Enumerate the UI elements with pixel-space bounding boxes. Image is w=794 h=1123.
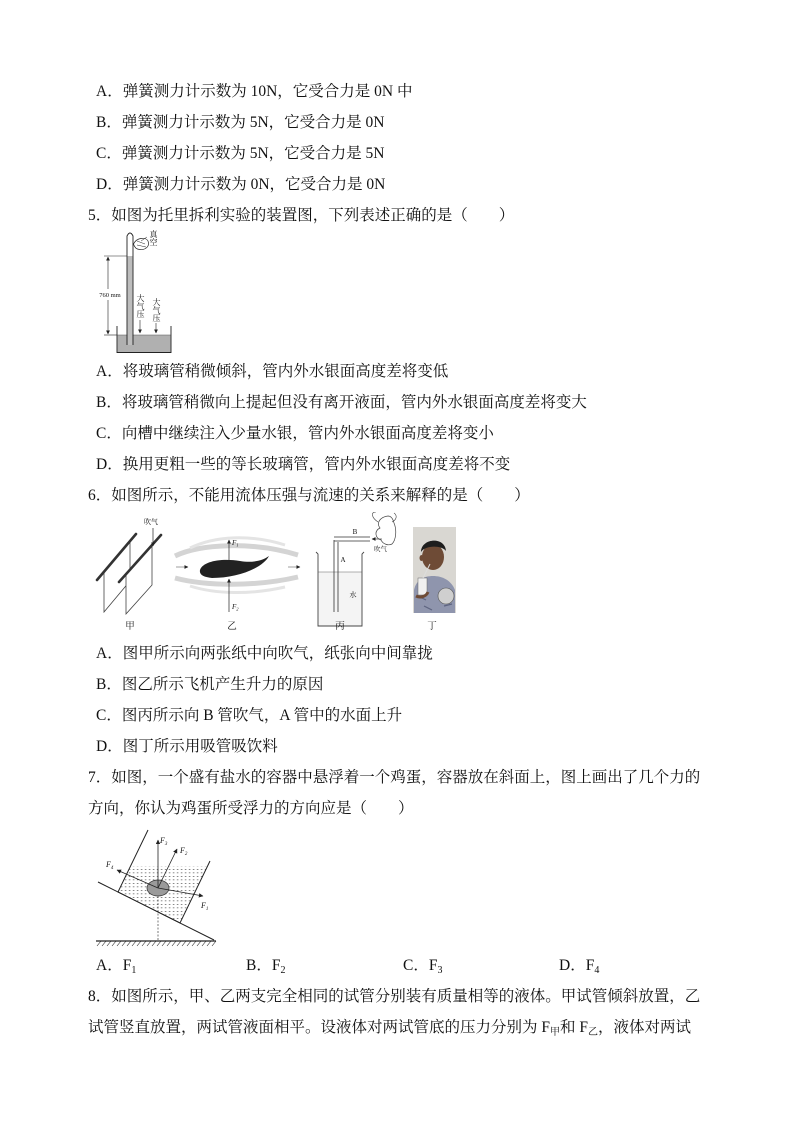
force-f3-label: $F_3$ bbox=[160, 836, 168, 847]
q7-stem-line-2: 方向，你认为鸡蛋所受浮力的方向应是（ ） bbox=[88, 800, 414, 817]
torricelli-figure bbox=[92, 226, 174, 358]
pressure-label-left: 大气压 bbox=[136, 294, 145, 318]
force-f1-label: $F_1$ bbox=[201, 901, 209, 912]
q7-option-a: A．$F_1$ bbox=[96, 957, 137, 976]
height-dimension bbox=[99, 256, 127, 335]
boy-photo bbox=[413, 527, 456, 632]
fluid-pressure-figure bbox=[94, 512, 458, 634]
blow-label-bing: 吹气 bbox=[374, 546, 387, 553]
caption-jia: 甲 bbox=[125, 622, 135, 632]
force-f4-label: $F_4$ bbox=[106, 860, 114, 871]
height-label: 760 mm bbox=[99, 292, 121, 299]
water-label: 水 bbox=[349, 591, 357, 599]
blow-label-jia: 吹气 bbox=[144, 518, 158, 526]
force-f2-label: $F_2$ bbox=[180, 846, 188, 857]
mercury-trough bbox=[117, 326, 171, 353]
ground bbox=[96, 941, 216, 946]
beaker-tubes-diagram bbox=[316, 512, 396, 632]
vacuum-label: 真空 bbox=[149, 230, 158, 246]
caption-ding: 丁 bbox=[427, 622, 437, 632]
force-f1-label: $F_1$ bbox=[232, 539, 239, 548]
q4-option-d: D．弹簧测力计示数为 0N，它受合力是 0N bbox=[96, 176, 386, 193]
q6-stem: 6．如图所示，不能用流体压强与流速的关系来解释的是（ ） bbox=[88, 487, 530, 504]
caption-yi: 乙 bbox=[227, 622, 237, 632]
q4-option-b: B．弹簧测力计示数为 5N，它受合力是 0N bbox=[96, 114, 385, 131]
q5-option-d: D．换用更粗一些的等长玻璃管，管内外水银面高度差将不变 bbox=[96, 456, 511, 473]
hand-icon bbox=[134, 237, 149, 250]
q5-option-a: A．将玻璃管稍微倾斜，管内外水银面高度差将变低 bbox=[96, 363, 449, 380]
q5-stem: 5．如图为托里拆利实验的装置图，下列表述正确的是（ ） bbox=[88, 207, 515, 224]
q4-option-a: A．弹簧测力计示数为 10N，它受合力是 0N 中 bbox=[96, 83, 413, 100]
q6-option-b: B．图乙所示飞机产生升力的原因 bbox=[96, 676, 324, 693]
q7-option-c: C．$F_3$ bbox=[403, 957, 443, 976]
q6-option-a: A．图甲所示向两张纸中向吹气，纸张向中间靠拢 bbox=[96, 645, 433, 662]
force-f2-label: $F_2$ bbox=[232, 603, 239, 612]
q7-option-d: D．$F_4$ bbox=[559, 957, 600, 976]
q7-option-b: B．$F_2$ bbox=[246, 957, 286, 976]
q6-option-c: C．图丙所示向 B 管吹气，A 管中的水面上升 bbox=[96, 707, 403, 724]
two-papers-diagram bbox=[97, 517, 161, 632]
tube-a-label: A bbox=[340, 556, 346, 564]
pressure-label-right: 大气压 bbox=[152, 298, 161, 322]
q5-option-c: C．向槽中继续注入少量水银，管内外水银面高度差将变小 bbox=[96, 425, 494, 442]
caption-bing: 丙 bbox=[335, 622, 345, 632]
q7-stem-line-1: 7．如图，一个盛有盐水的容器中悬浮着一个鸡蛋，容器放在斜面上，图上画出了几个力的 bbox=[88, 769, 701, 786]
q5-option-b: B．将玻璃管稍微向上提起但没有离开液面，管内外水银面高度差将变大 bbox=[96, 394, 587, 411]
q6-option-d: D．图丁所示用吸管吸饮料 bbox=[96, 738, 278, 755]
tube-b-label: B bbox=[352, 528, 358, 536]
q8-stem-line-1: 8．如图所示，甲、乙两支完全相同的试管分别装有质量相等的液体。甲试管倾斜放置，乙 bbox=[88, 988, 701, 1005]
glass-tube bbox=[127, 233, 133, 345]
airfoil-diagram bbox=[175, 538, 300, 632]
egg-incline-figure bbox=[94, 826, 218, 950]
q8-stem-line-2: 试管竖直放置，两试管液面相平。设液体对两试管底的压力分别为 $F_甲$和 $F_乙$，液体对两试 bbox=[88, 1019, 692, 1038]
q4-option-c: C．弹簧测力计示数为 5N，它受合力是 5N bbox=[96, 145, 385, 162]
